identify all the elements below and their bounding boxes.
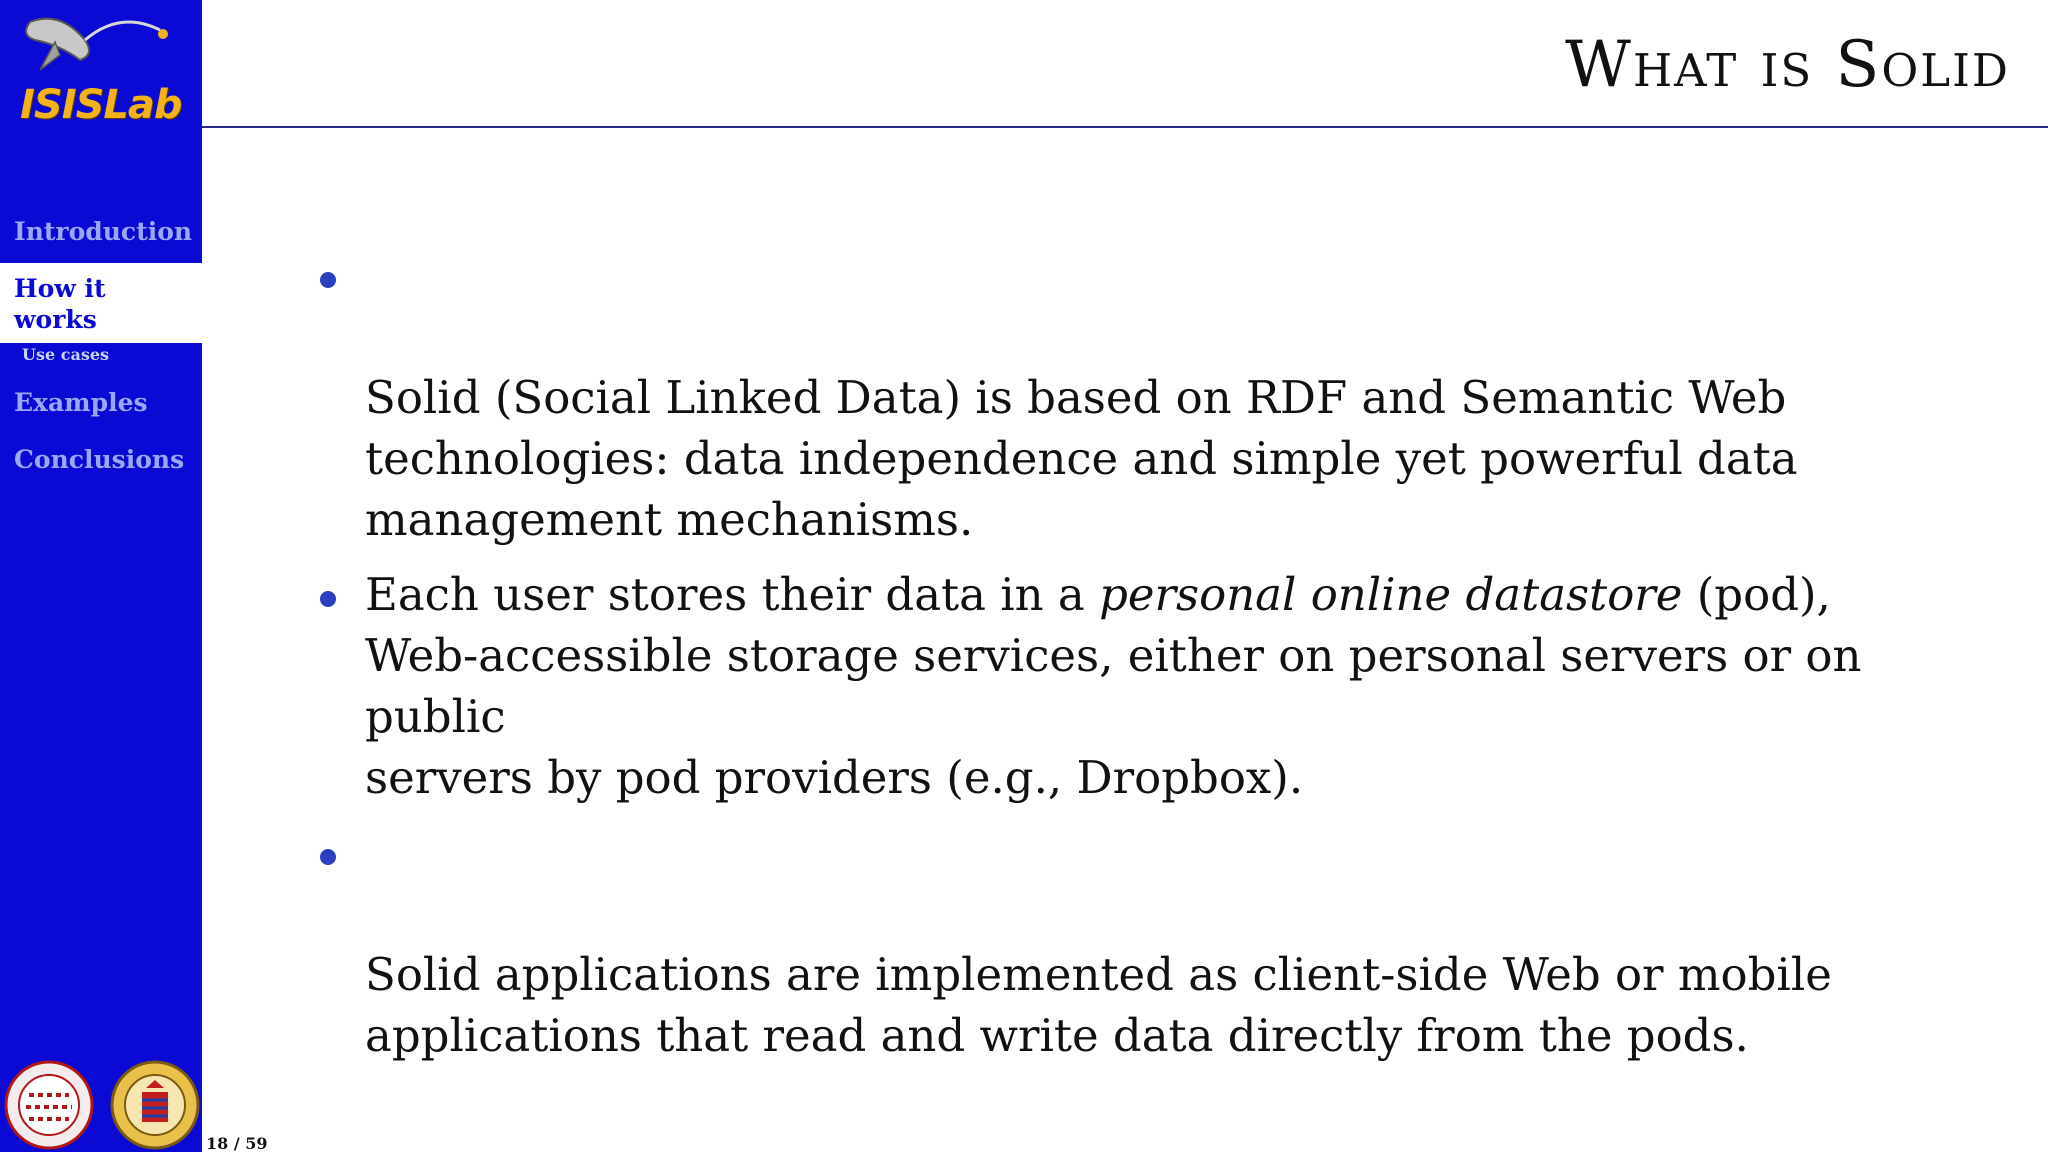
- sidebar: [0, 0, 202, 1152]
- sidebar-item-conclusions[interactable]: Conclusions: [14, 445, 185, 474]
- title-divider: [202, 126, 2048, 128]
- bullet-item: [310, 564, 2010, 808]
- rocket-icon: [0, 0, 202, 90]
- bullet-text-before: Each user stores their data in a: [365, 568, 1100, 621]
- bullet-text: Solid (Social Linked Data) is based on RDF and Semantic Web technologies: data independence and simple yet powerful data management mechanisms.: [365, 371, 1798, 546]
- slide-title: What is Solid: [1565, 28, 2010, 102]
- sidebar-item-examples[interactable]: Examples: [14, 388, 148, 417]
- sidebar-item-label-line1: How it: [14, 274, 106, 303]
- sidebar-subitem-use-cases[interactable]: Use cases: [22, 345, 110, 364]
- bullet-item: [310, 245, 2010, 550]
- department-seal-icon: [4, 1060, 94, 1150]
- bullet-icon: [320, 272, 336, 288]
- bullet-emphasis: personal online datastore: [1099, 568, 1683, 621]
- bullet-text: Solid applications are implemented as client-side Web or mobile applications that read and write data directly from the pods.: [365, 948, 1832, 1062]
- sidebar-item-how-it-works[interactable]: [0, 263, 202, 343]
- page-number: 18 / 59: [206, 1134, 268, 1153]
- bullet-icon: [320, 591, 336, 607]
- university-seal-icon: [110, 1060, 200, 1150]
- bullet-text-after: (pod), Web-accessible storage services, either on personal servers or on public servers by pod providers (e.g., Dropbox).: [365, 568, 1862, 804]
- bullet-item: [310, 822, 2010, 1066]
- sidebar-item-introduction[interactable]: Introduction: [14, 217, 193, 246]
- bullet-icon: [320, 849, 336, 865]
- bullet-list: [310, 245, 2010, 1080]
- sidebar-item-label-line2: works: [14, 305, 97, 334]
- logo-text: ISISLab: [20, 82, 182, 128]
- isislab-logo: [0, 0, 202, 140]
- sidebar-item-label: [0, 263, 202, 335]
